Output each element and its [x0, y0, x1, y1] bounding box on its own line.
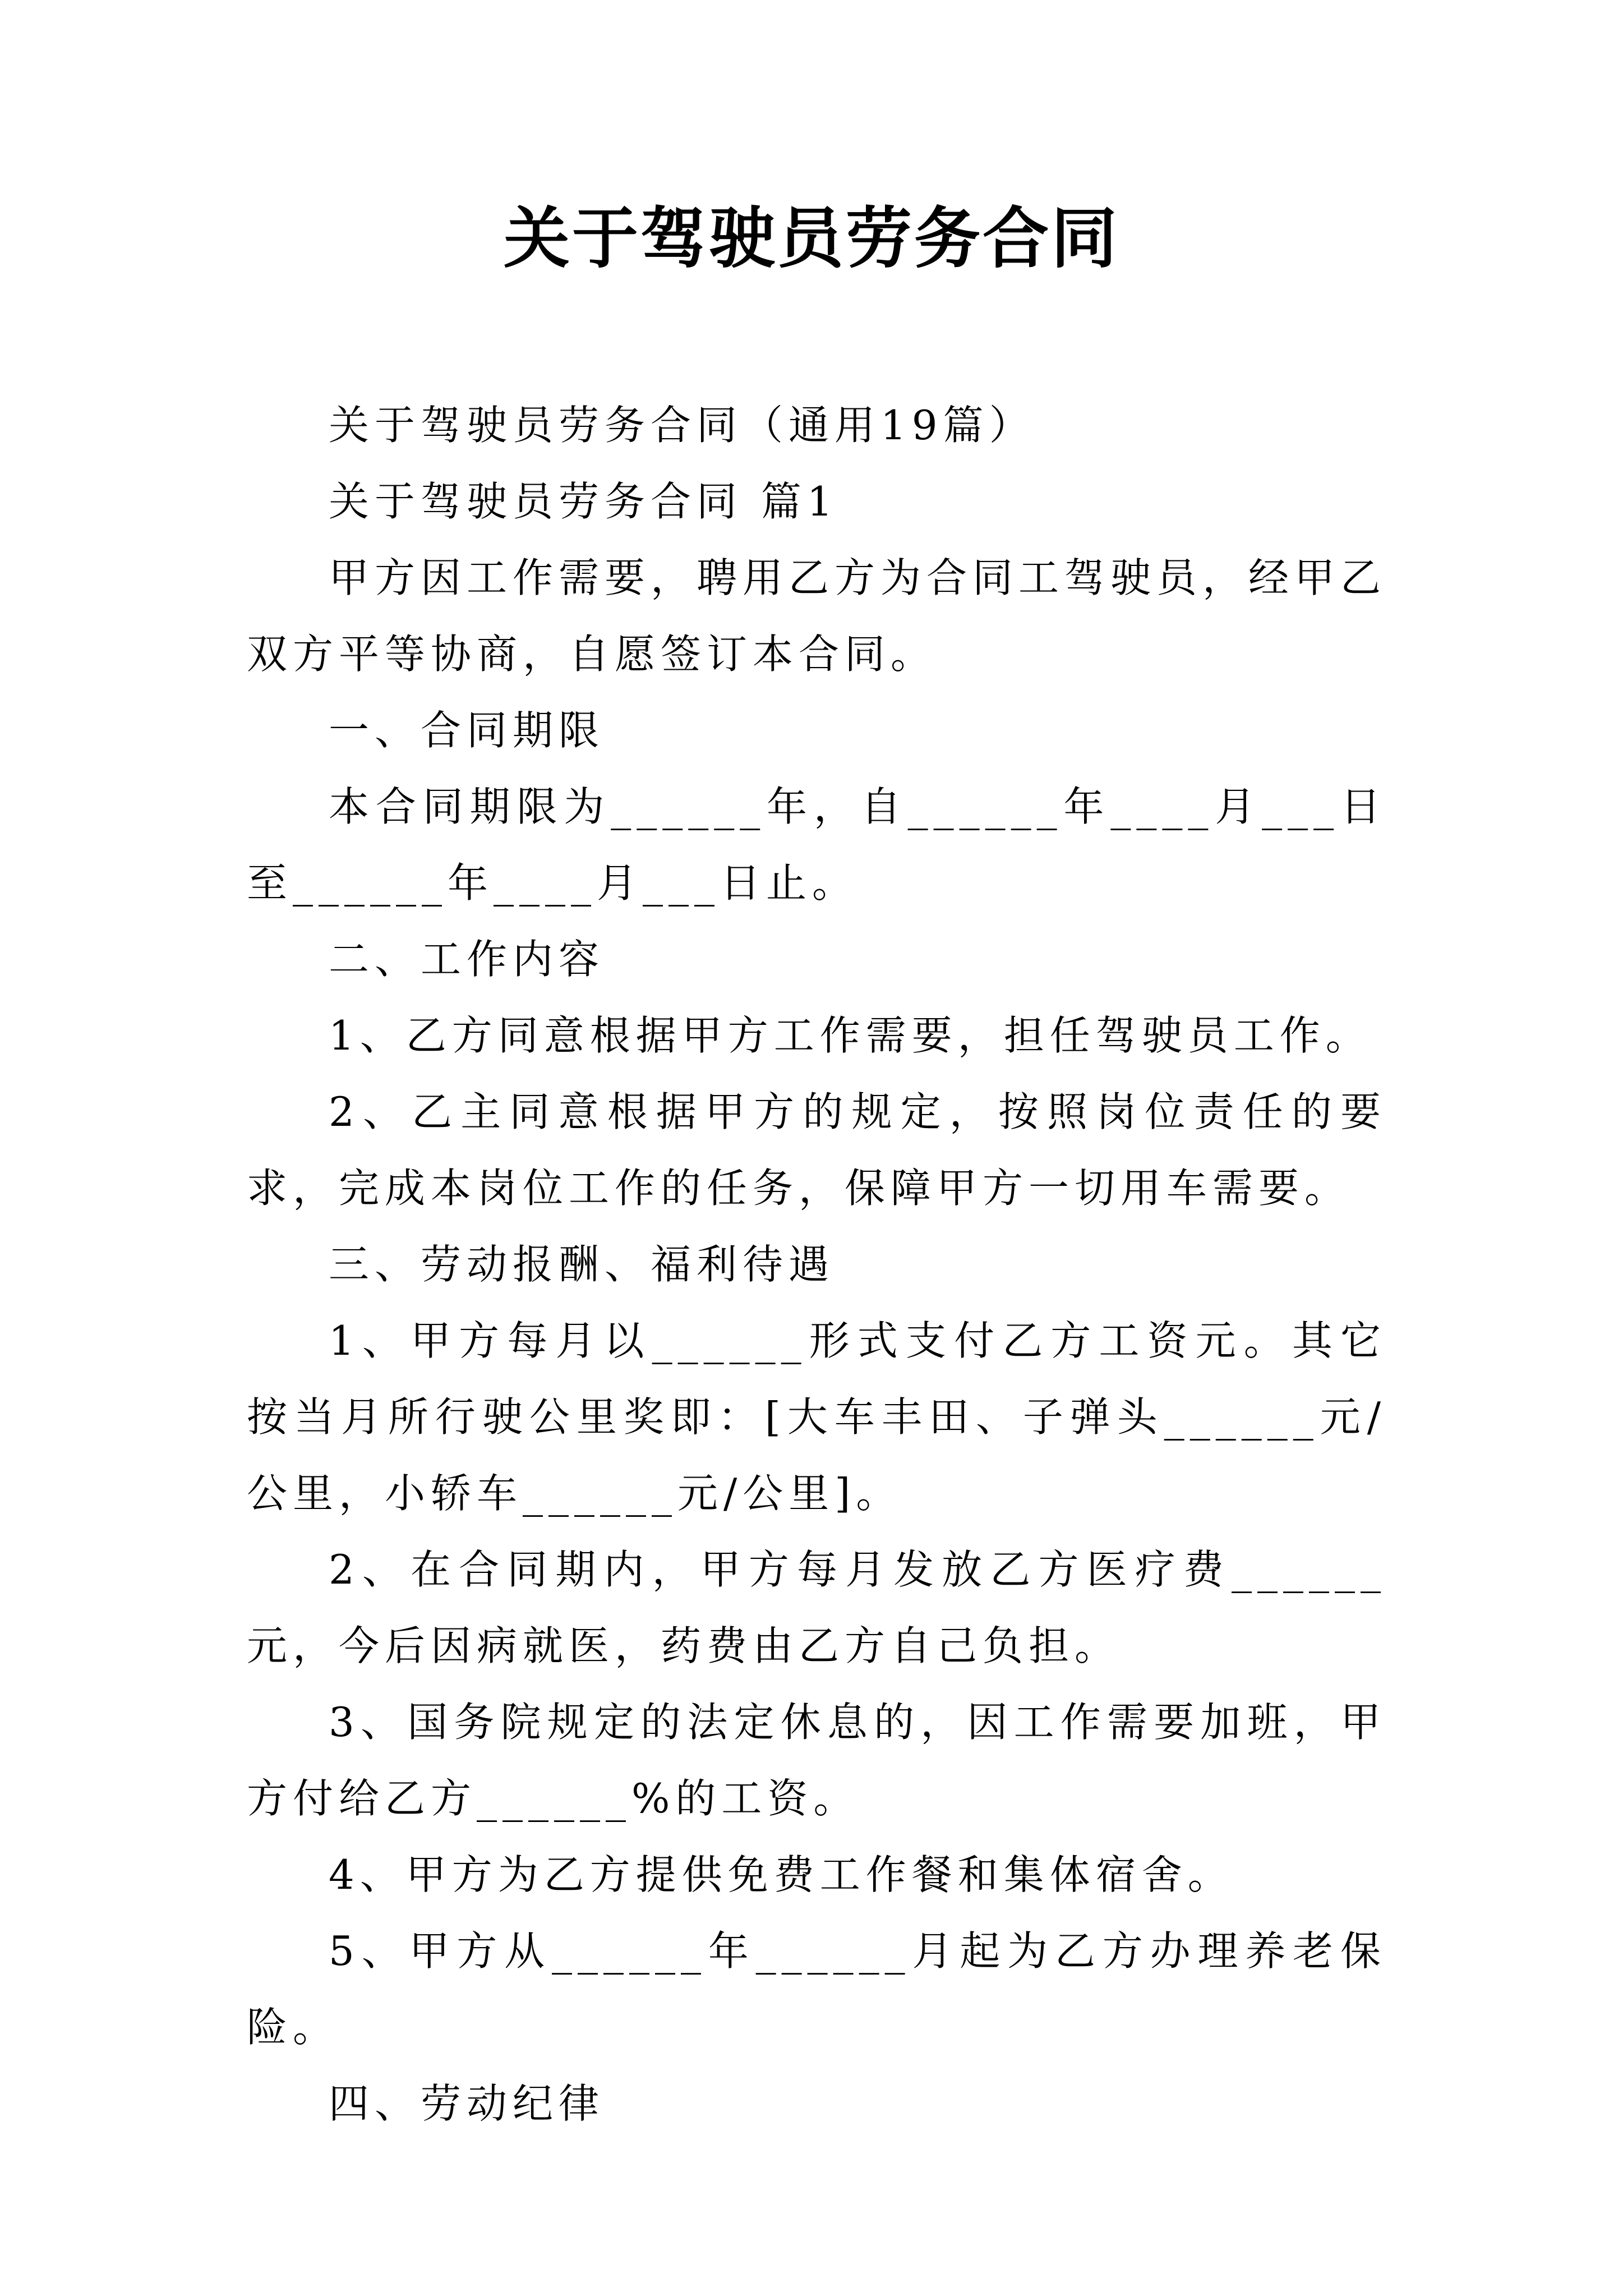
- paragraph-pay-4: 4、甲方为乙方提供免费工作餐和集体宿舍。: [329, 1851, 1234, 1898]
- paragraph-pay-1: 1、甲方每月以______形式支付乙方工资元。其它按当月所行驶公里奖即：[大车丰田、子弹头______元/公里，小轿车______元/公里]。: [247, 1317, 1386, 1517]
- paragraph-work-1: 1、乙方同意根据甲方工作需要，担任驾驶员工作。: [329, 1012, 1372, 1059]
- section-heading-pay: 三、劳动报酬、福利待遇: [329, 1241, 835, 1288]
- section-heading-term: 一、合同期限: [329, 707, 605, 754]
- paragraph-preamble: 甲方因工作需要，聘用乙方为合同工驾驶员，经甲乙双方平等协商，自愿签订本合同。: [247, 554, 1387, 678]
- paragraph-pay-5: 5、甲方从______年______月起为乙方办理养老保险。: [247, 1927, 1386, 2051]
- document-body: [247, 387, 1386, 2142]
- document-title: 关于驾驶员劳务合同: [503, 199, 1119, 277]
- paragraph-term: 本合同期限为______年，自______年____月___日至______年____月___日止。: [247, 783, 1386, 907]
- paragraph-work-2: 2、乙主同意根据甲方的规定，按照岗位责任的要求，完成本岗位工作的任务，保障甲方一切用车需要。: [247, 1088, 1386, 1212]
- section-heading-work: 二、工作内容: [329, 936, 605, 983]
- paragraph-subtitle: 关于驾驶员劳务合同（通用19篇）: [329, 402, 1035, 449]
- paragraph-pay-2: 2、在合同期内，甲方每月发放乙方医疗费______元，今后因病就医，药费由乙方自己负担。: [247, 1546, 1386, 1669]
- section-heading-discipline: 四、劳动纪律: [329, 2080, 605, 2127]
- paragraph-pay-3: 3、国务院规定的法定休息的，因工作需要加班，甲方付给乙方______%的工资。: [247, 1699, 1386, 1822]
- paragraph-article-heading: 关于驾驶员劳务合同 篇1: [329, 478, 838, 525]
